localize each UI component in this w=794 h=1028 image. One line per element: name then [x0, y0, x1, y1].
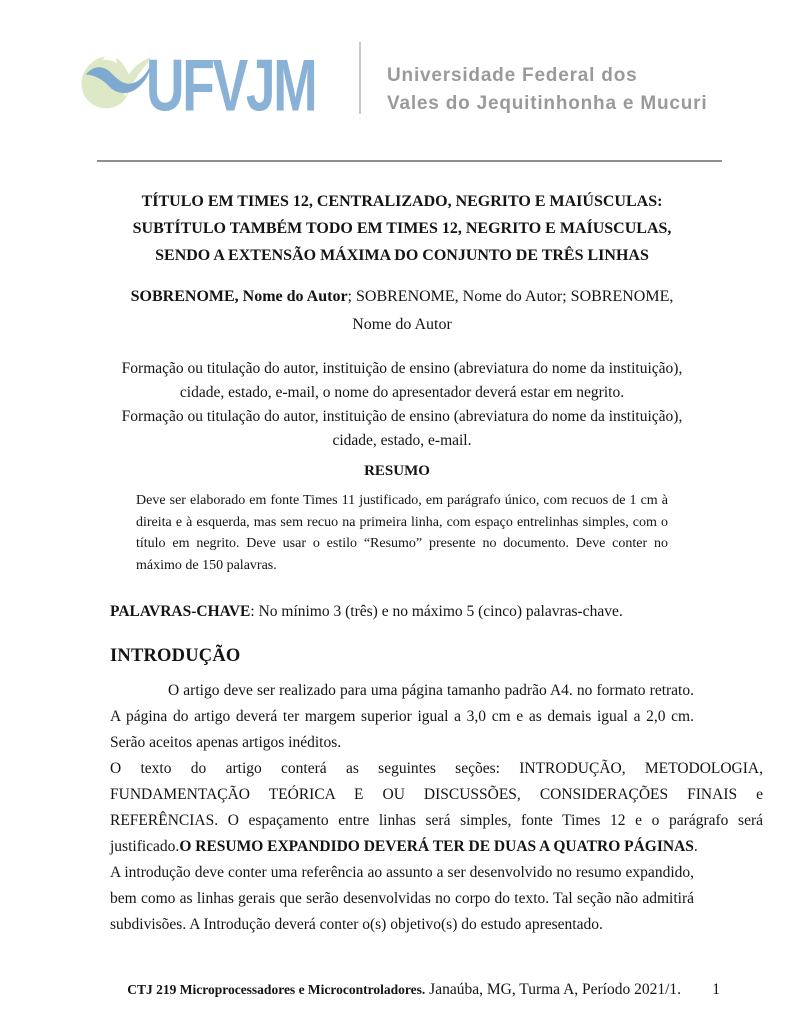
- keywords-label: PALAVRAS-CHAVE: [110, 603, 251, 620]
- affiliation-2: Formação ou titulação do autor, instituição de ensino (abreviatura do nome da instituição), cidade, estado, e-mail.: [121, 408, 683, 449]
- affiliation-1: Formação ou titulação do autor, instituição de ensino (abreviatura do nome da instituição), cidade, estado, e-mail, o nome do apresentador deverá estar em negrito.: [121, 360, 683, 401]
- intro-paragraph-2-text: O texto do artigo conterá as seguintes seções: INTRODUÇÃO, METODOLOGIA, FUNDAMENTAÇÃO TEÓRICA E OU DISCUSSÕES, CONSIDERAÇÕES FINAIS e REFERÊNCIAS. O espaçamento entre linhas será simples, fonte Times 12 e o parágrafo será justificado.: [110, 760, 763, 855]
- keywords-text: : No mínimo 3 (três) e no máximo 5 (cinco) palavras-chave.: [250, 603, 623, 620]
- footer-course-info: Janaúba, MG, Turma A, Período 2021/1.: [425, 981, 682, 998]
- intro-paragraph-3: A introdução deve conter uma referência ao assunto a ser desenvolvido no resumo expandido, bem como as linhas gerais que serão desenvolvidas no corpo do texto. Tal seção não admitirá subdivisões. A Introdução deverá conter o(s) objetivo(s) do estudo apresentado.: [110, 864, 694, 933]
- footer-course-line: [110, 980, 698, 1000]
- resumo-heading: RESUMO: [364, 463, 430, 479]
- authors-line: [110, 283, 694, 339]
- page-number: 1: [712, 981, 720, 998]
- intro-paragraph-2-bold: O RESUMO EXPANDIDO DEVERÁ TER DE DUAS A QUATRO PÁGINAS: [179, 838, 694, 855]
- article-title: TÍTULO EM TIMES 12, CENTRALIZADO, NEGRITO E MAIÚSCULAS: SUBTÍTULO TAMBÉM TODO EM TIMES 12, NEGRITO E MAÍUSCULAS, SENDO A EXTENSÃO MÁXIMA DO CONJUNTO DE TRÊS LINHAS: [132, 193, 672, 264]
- resumo-paragraph: Deve ser elaborado em fonte Times 11 justificado, em parágrafo único, com recuos de 1 cm à direita e à esquerda, mas sem recuo na primeira linha, com espaço entrelinhas simples, com o título em negrito. Deve usar o estilo “Resumo” presente no documento. Deve conter no máximo de 150 palavras.: [136, 493, 668, 573]
- intro-paragraph-2: [110, 756, 763, 860]
- page-footer: [110, 980, 720, 1000]
- author-presenter: SOBRENOME, Nome do Autor: [130, 288, 348, 305]
- header-rule: [97, 160, 722, 162]
- header-divider: [359, 42, 361, 114]
- university-name: [387, 62, 707, 118]
- university-name-line2: Vales do Jequitinhonha e Mucuri: [387, 93, 708, 114]
- authors-others: ; SOBRENOME, Nome do Autor; SOBRENOME, Nome do Autor: [347, 288, 674, 333]
- ufvjm-leaf-logo-icon: [80, 49, 154, 117]
- affiliations: [110, 357, 694, 453]
- keywords-line: [110, 602, 694, 622]
- intro-paragraph-1: O artigo deve ser realizado para uma página tamanho padrão A4. no formato retrato. A página do artigo deverá ter margem superior igual a 3,0 cm e as demais igual a 2,0 cm. Serão aceitos apenas artigos inéditos.: [110, 682, 694, 751]
- introduction-heading: INTRODUÇÃO: [110, 646, 241, 666]
- ufvjm-logo-text: UFVJM: [146, 45, 316, 127]
- letterhead: [80, 42, 794, 127]
- footer-course-title: CTJ 219 Microprocessadores e Microcontroladores.: [127, 982, 426, 997]
- intro-paragraph-2-period: .: [693, 838, 698, 855]
- university-name-line1: Universidade Federal dos: [387, 65, 638, 86]
